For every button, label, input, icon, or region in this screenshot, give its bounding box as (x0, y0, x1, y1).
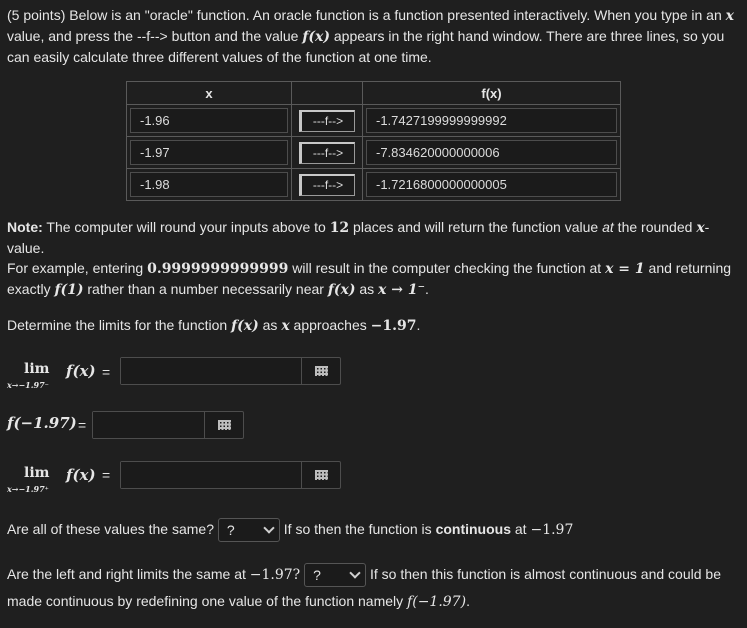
equals-sign: = (102, 467, 111, 483)
note-paragraph (7, 217, 737, 300)
note-text: places and will return the function value (349, 219, 603, 235)
select-value: ? (313, 567, 321, 584)
determine-text: . (416, 317, 421, 333)
keyboard-icon (315, 366, 328, 376)
x-input[interactable]: -1.97 (130, 140, 288, 165)
approach-value: −1.97? (249, 567, 301, 583)
limits-same-select[interactable] (304, 563, 366, 587)
oracle-row (127, 137, 621, 169)
same-values-select[interactable] (218, 518, 280, 542)
keyboard-icon (315, 470, 328, 480)
continuous-emphasis: continuous (435, 521, 511, 537)
determine-paragraph (7, 317, 420, 334)
var-x: x (725, 8, 734, 24)
left-limit-answer (120, 357, 341, 385)
point-value-input[interactable] (93, 412, 206, 438)
fx-symbol: f(x) (66, 466, 96, 484)
right-limit-input[interactable] (121, 462, 303, 488)
at-emphasis: at (602, 219, 614, 235)
example-value: 0.9999999999999 (147, 261, 289, 277)
math-keyboard-button[interactable] (301, 358, 340, 384)
var-x: x (696, 220, 705, 236)
determine-text: Determine the limits for the function (7, 317, 232, 333)
problem-intro (7, 5, 742, 67)
x-approaches-1: x → 1⁻ (378, 282, 426, 298)
continuity-question (7, 517, 573, 542)
fx-symbol: f(x) (327, 282, 356, 298)
determine-text: approaches (289, 317, 371, 333)
question-text: . (466, 593, 470, 609)
fx-output: -1.7216800000000005 (366, 172, 617, 197)
removable-question (7, 561, 742, 615)
left-limit-expression (7, 361, 117, 391)
keyboard-icon (218, 420, 231, 430)
left-limit-subscript: x→−1.97⁻ (7, 380, 49, 390)
math-keyboard-button[interactable] (301, 462, 340, 488)
f-of-1: f(1) (54, 282, 84, 298)
point-value-answer (92, 411, 244, 439)
note-text: and returning exactly (7, 260, 732, 297)
oracle-row (127, 169, 621, 201)
places-value: 12 (329, 220, 350, 236)
chevron-down-icon (349, 568, 360, 579)
x-equals-1: x = 1 (605, 261, 645, 277)
question-text: Are the left and right limits the same at (7, 566, 250, 582)
note-text: The computer will round your inputs above to (42, 219, 330, 235)
header-fx: f(x) (363, 82, 621, 105)
question-text: Are all of these values the same? (7, 521, 218, 537)
intro-text: appears in the right hand window. There are three lines, so you can easily calculate three different values of the function at one time. (7, 28, 725, 65)
note-text: the rounded (613, 219, 697, 235)
right-limit-subscript: x→−1.97⁺ (7, 484, 49, 494)
lim-word: lim (24, 361, 50, 377)
note-text: -value. (7, 219, 710, 256)
fx-symbol: f(x) (231, 318, 259, 334)
var-x: x (281, 318, 290, 334)
fx-symbol: f(x) (66, 362, 96, 380)
note-text: . (425, 281, 429, 297)
note-text: as (355, 281, 379, 297)
chevron-down-icon (263, 523, 274, 534)
note-text: rather than a number necessarily near (83, 281, 328, 297)
approach-value: −1.97 (530, 522, 574, 538)
select-value: ? (226, 522, 235, 539)
left-limit-input[interactable] (121, 358, 303, 384)
equals-sign: = (102, 364, 111, 380)
fx-output: -7.834620000000006 (366, 140, 617, 165)
oracle-row (127, 105, 621, 137)
fx-symbol: f(x) (302, 29, 330, 45)
question-text: If so then the function is (279, 521, 436, 537)
question-text: If so then this function is almost continuous and could be made continuous by redefining one value of the function namely (7, 566, 721, 609)
evaluate-f-button[interactable]: ---f--> (299, 174, 355, 196)
equals-sign: = (78, 417, 87, 433)
math-keyboard-button[interactable] (204, 412, 243, 438)
f-at-point: f(−1.97) (407, 594, 467, 610)
lim-word: lim (24, 465, 50, 481)
intro-text: (5 points) Below is an "oracle" function. An oracle function is a function presented interactively. When you type in an (7, 7, 726, 23)
point-value-expression (7, 414, 77, 432)
right-limit-answer (120, 461, 341, 489)
question-text: at (511, 521, 531, 537)
determine-text: as (258, 317, 282, 333)
evaluate-f-button[interactable]: ---f--> (299, 110, 355, 132)
fx-output: -1.7427199999999992 (366, 108, 617, 133)
header-button-col (292, 82, 363, 105)
note-text: For example, entering (7, 260, 148, 276)
note-text: will result in the computer checking the function at (288, 260, 606, 276)
approach-value: −1.97 (370, 318, 417, 334)
evaluate-f-button[interactable]: ---f--> (299, 142, 355, 164)
x-input[interactable]: -1.96 (130, 108, 288, 133)
x-input[interactable]: -1.98 (130, 172, 288, 197)
header-x: x (127, 82, 292, 105)
oracle-table (126, 81, 621, 201)
f-at-point: f(−1.97) (7, 414, 77, 432)
note-label: Note: (7, 219, 43, 235)
intro-text: value, and press the --f--> button and the value (7, 28, 303, 44)
right-limit-expression (7, 465, 117, 495)
